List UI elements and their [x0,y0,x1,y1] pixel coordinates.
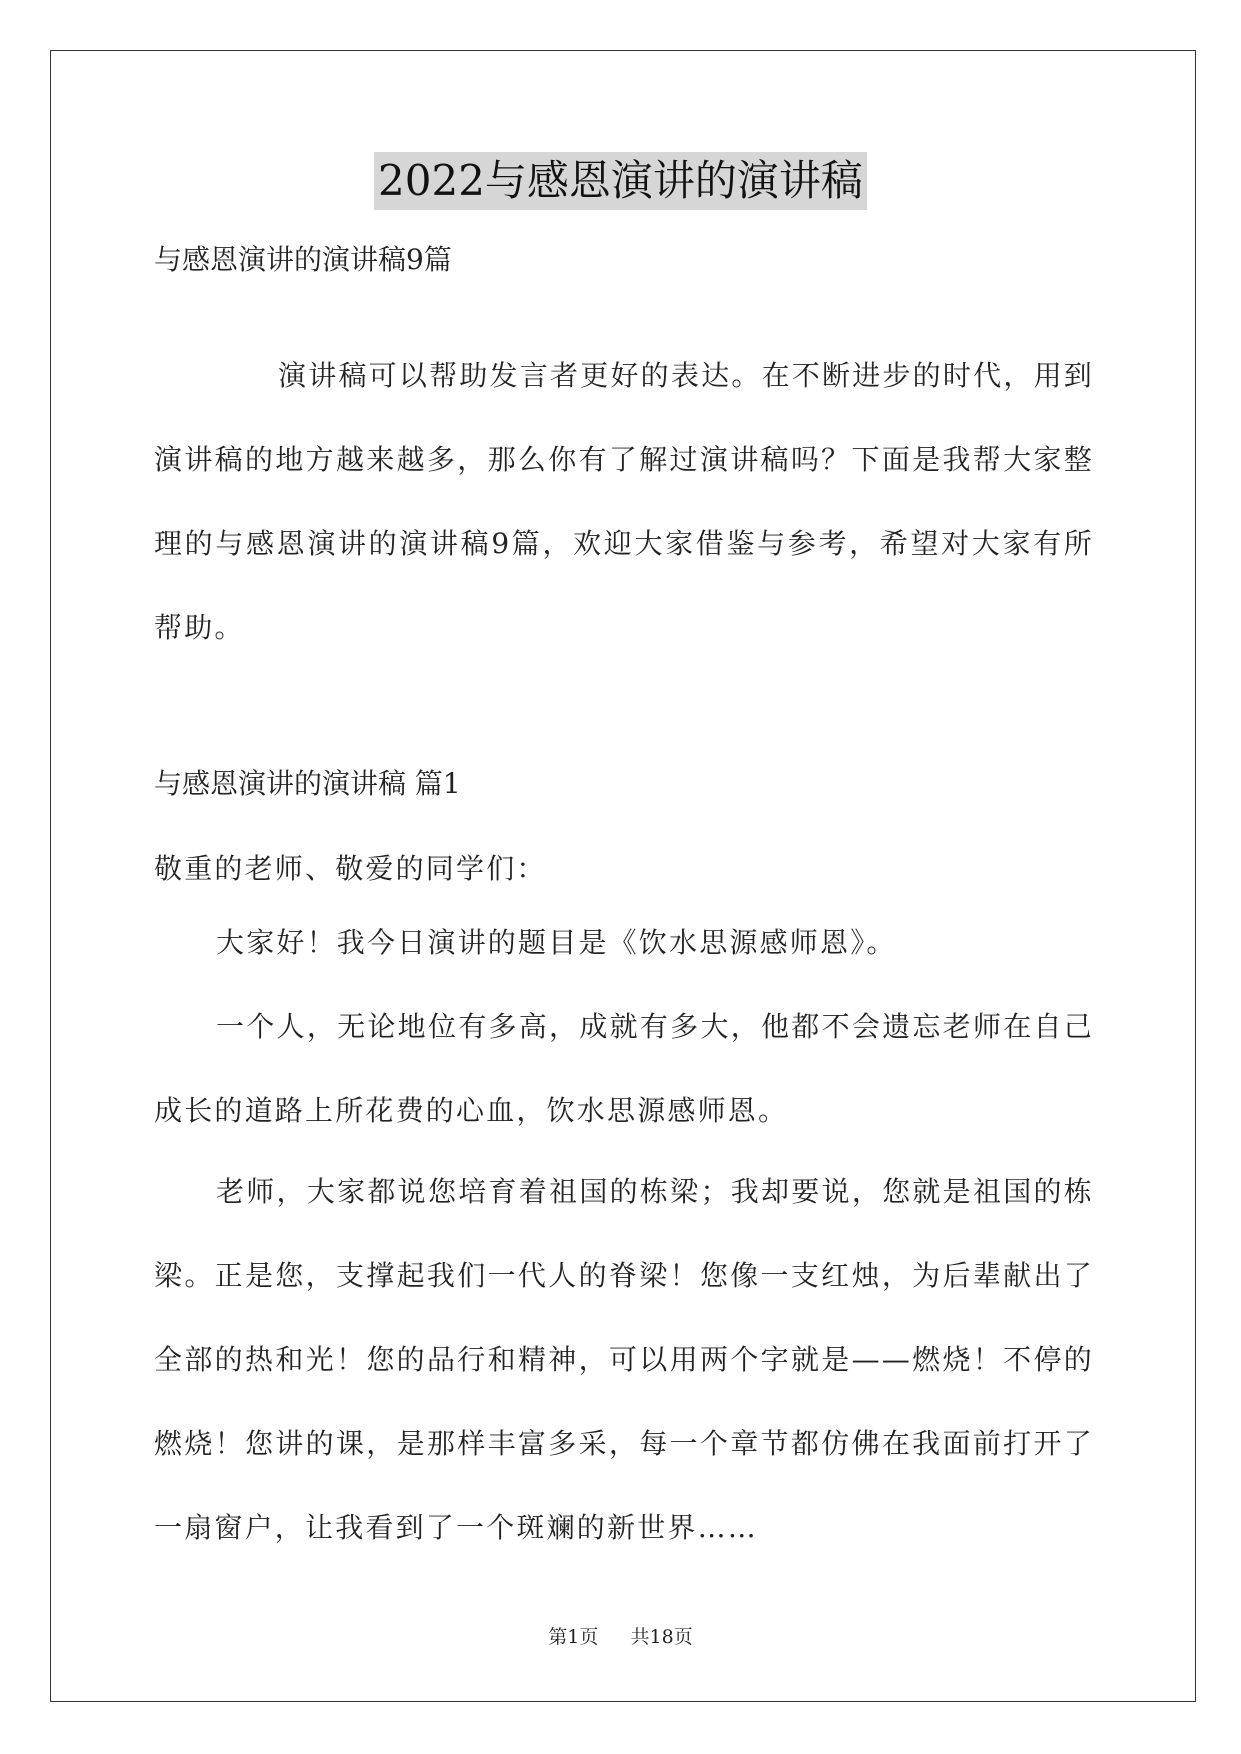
document-subtitle: 与感恩演讲的演讲稿9篇 [154,243,452,276]
body-paragraph: 老师，大家都说您培育着祖国的栋梁；我却要说，您就是祖国的栋梁。正是您，支撑起我们一代人的脊梁！您像一支红烛，为后辈献出了全部的热和光！您的品行和精神，可以用两个字就是——燃烧！不停的燃烧！您讲的课，是那样丰富多采，每一个章节都仿佛在我面前打开了一扇窗户，让我看到了一个斑斓的新世界…… [154,1175,1094,1544]
intro-paragraph: 演讲稿可以帮助发言者更好的表达。在不断进步的时代，用到演讲稿的地方越来越多，那么你有了解过演讲稿吗？下面是我帮大家整理的与感恩演讲的演讲稿9篇，欢迎大家借鉴与参考，希望对大家有所帮助。 [154,359,1094,644]
document-title: 2022与感恩演讲的演讲稿 [374,152,867,210]
page-footer [0,1622,1241,1649]
greeting-line: 敬重的老师、敬爱的同学们： [154,852,547,885]
page-number: 第1页 [548,1626,599,1648]
title-container [0,152,1241,210]
body-paragraph: 大家好！我今日演讲的题目是《饮水思源感师恩》。 [216,926,897,959]
section-heading: 与感恩演讲的演讲稿 篇1 [154,767,461,800]
page-total: 共18页 [630,1626,693,1648]
body-paragraph: 一个人，无论地位有多高，成就有多大，他都不会遗忘老师在自己成长的道路上所花费的心血，饮水思源感师恩。 [154,1010,1094,1127]
